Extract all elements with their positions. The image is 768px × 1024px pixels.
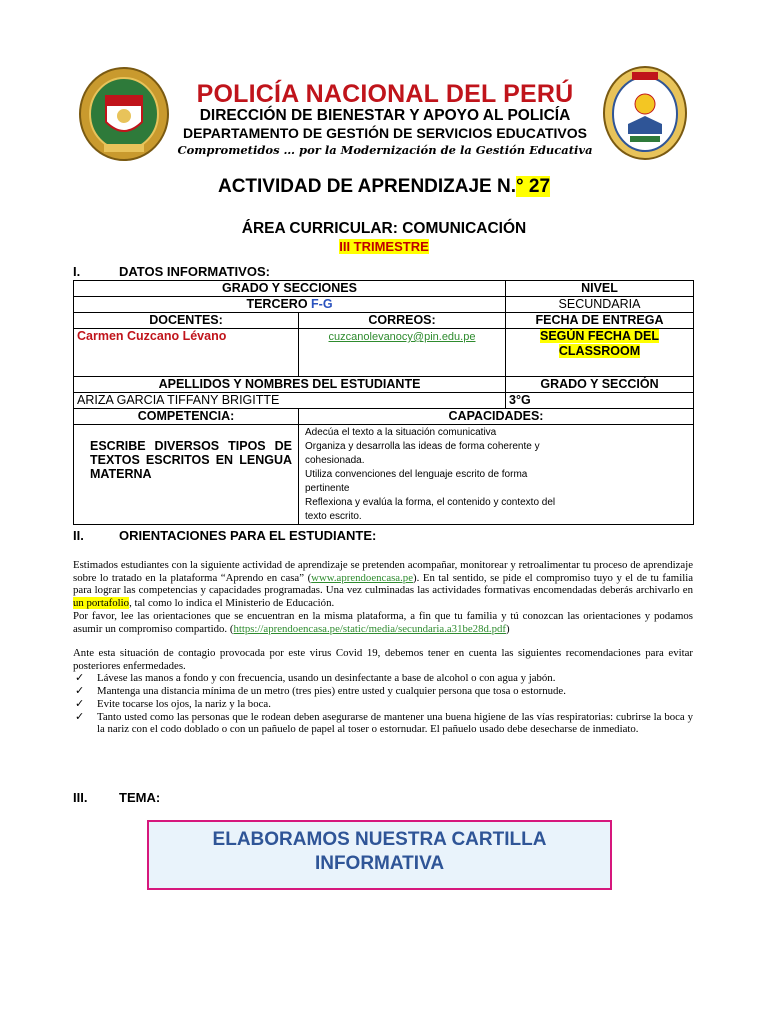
text-run: , tal como lo indica el Ministerio de Educación. <box>129 597 335 610</box>
activity-title-prefix: ACTIVIDAD DE APRENDIZAJE N. <box>217 176 517 197</box>
section-number: III. <box>73 790 88 805</box>
grado-value <box>74 297 506 313</box>
institution-title: POLICÍA NACIONAL DEL PERÚ <box>196 80 574 108</box>
header-competencia: COMPETENCIA: <box>74 409 299 425</box>
text-run: ) <box>505 622 510 635</box>
recommendations-list <box>73 672 693 736</box>
recommendation-text: Mantenga una distancia mínima de un metro (tres pies) entre usted y cualquier persona que tosa o estornude. <box>97 685 566 698</box>
header-capacidades: CAPACIDADES: <box>299 409 694 425</box>
trimester <box>0 239 768 254</box>
text-run: Estimados estudiantes con la siguiente actividad de aprendizaje se pretenden acompañar, monitorear y retroalimentar tu proceso de aprendizaje sobre lo tratado en la plataforma “Aprendo en casa” ( <box>73 559 693 584</box>
list-item <box>73 685 693 698</box>
header-nivel: NIVEL <box>506 281 694 297</box>
header-fecha: FECHA DE ENTREGA <box>506 313 694 329</box>
tema-box <box>147 820 612 890</box>
recommendation-text: Tanto usted como las personas que le rodean deben asegurarse de mantener una buena higiene de las vías respiratorias: cubrirse la boca y la nariz con el codo doblado o con un pañuelo de papel al toser o estornudar. El pañuelo usado debe desecharse de inmediato. <box>97 710 693 736</box>
section-title: TEMA: <box>119 790 161 805</box>
secundaria-pdf-link[interactable]: https://aprendoencasa.pe/static/media/secundaria.a31be28d.pdf <box>233 622 506 635</box>
check-icon: ✓ <box>75 697 85 710</box>
list-item <box>73 672 693 685</box>
nivel-value: SECUNDARIA <box>506 297 694 313</box>
header-correos: CORREOS: <box>299 313 506 329</box>
header-grado-seccion: GRADO Y SECCIÓN <box>506 377 694 393</box>
text-run: Por favor, lee las orientaciones que se encuentran en la misma plataforma, a fin que tu familia y tú conozcan las orientaciones y podamos asumir un compromiso compartido. ( <box>73 609 693 635</box>
section-title: ORIENTACIONES PARA EL ESTUDIANTE: <box>119 528 377 543</box>
capacidad-item: Reflexiona y evalúa la forma, el contenido y contexto del texto escrito. <box>305 497 556 522</box>
fecha-value: SEGÚN FECHA DEL CLASSROOM <box>540 329 659 358</box>
info-table <box>73 280 694 525</box>
check-icon: ✓ <box>75 685 85 698</box>
covid-intro: Ante esta situación de contagio provocada por este virus Covid 19, debemos tener en cuenta las siguientes recomendaciones para evitar posteriores enfermedades. <box>73 647 693 672</box>
correo-link[interactable]: cuzcanolevanocy@pin.edu.pe <box>328 331 476 343</box>
estudiante-name: ARIZA GARCIA TIFFANY BRIGITTE <box>74 393 506 409</box>
correo-cell <box>299 329 506 377</box>
capacidad-item: Adecúa el texto a la situación comunicativa <box>305 427 497 438</box>
school-emblem-icon <box>602 64 688 162</box>
grado-text: TERCERO <box>246 297 312 311</box>
curricular-area: ÁREA CURRICULAR: COMUNICACIÓN <box>241 220 527 237</box>
grado-section: F-G <box>311 297 333 311</box>
orientaciones-paragraph <box>73 559 693 635</box>
grado-seccion-value: 3°G <box>506 393 694 409</box>
capacidad-item: Utiliza convenciones del lenguaje escrito de forma pertinente <box>305 469 528 494</box>
motto: Comprometidos … por la Modernización de la Gestión Educativa <box>177 143 593 157</box>
activity-number: ° 27 <box>516 176 551 197</box>
competencia-value: ESCRIBE DIVERSOS TIPOS DE TEXTOS ESCRITOS EN LENGUA MATERNA <box>74 425 299 525</box>
text-run: ). En tal sentido, se pide el compromiso tuyo y el de tu familia para lograr las competencias y capacidades programadas. Una vez culminadas las actividades formativas encomendadas deberás archivarlo en <box>73 571 693 597</box>
check-icon: ✓ <box>75 672 85 685</box>
capacidades-list <box>299 425 694 525</box>
tema-line-2: INFORMATIVA <box>314 853 445 874</box>
activity-title <box>0 176 768 198</box>
covid-recommendations <box>73 647 693 736</box>
directorate-subtitle: DIRECCIÓN DE BIENESTAR Y APOYO AL POLICÍA <box>199 107 571 124</box>
tema-line-1: ELABORAMOS NUESTRA CARTILLA <box>212 829 547 850</box>
header-grado-secciones: GRADO Y SECCIONES <box>74 281 506 297</box>
trimester-label: III TRIMESTRE <box>339 239 429 254</box>
department-subtitle: DEPARTAMENTO DE GESTIÓN DE SERVICIOS EDUCATIVOS <box>183 125 587 141</box>
aprendoencasa-link[interactable]: www.aprendoencasa.pe <box>311 571 413 584</box>
recommendation-text: Evite tocarse los ojos, la nariz y la boca. <box>97 697 271 710</box>
list-item <box>73 711 693 736</box>
section-title: DATOS INFORMATIVOS: <box>119 264 270 279</box>
docente-name: Carmen Cuzcano Lévano <box>74 329 299 377</box>
check-icon: ✓ <box>75 710 85 723</box>
pnp-crest-icon <box>78 66 170 164</box>
header-estudiante: APELLIDOS Y NOMBRES DEL ESTUDIANTE <box>74 377 506 393</box>
portafolio-highlight: un portafolio <box>73 597 130 610</box>
section-number: I. <box>73 264 81 279</box>
recommendation-text: Lávese las manos a fondo y con frecuencia, usando un desinfectante a base de alcohol o con agua y jabón. <box>97 672 556 685</box>
fecha-cell <box>506 329 694 377</box>
section-1-heading <box>73 264 270 279</box>
header-docentes: DOCENTES: <box>74 313 299 329</box>
list-item <box>73 698 693 711</box>
section-2-heading <box>73 528 376 543</box>
capacidad-item: Organiza y desarrolla las ideas de forma coherente y cohesionada. <box>305 441 540 466</box>
section-number: II. <box>73 528 84 543</box>
section-3-heading <box>73 790 160 805</box>
